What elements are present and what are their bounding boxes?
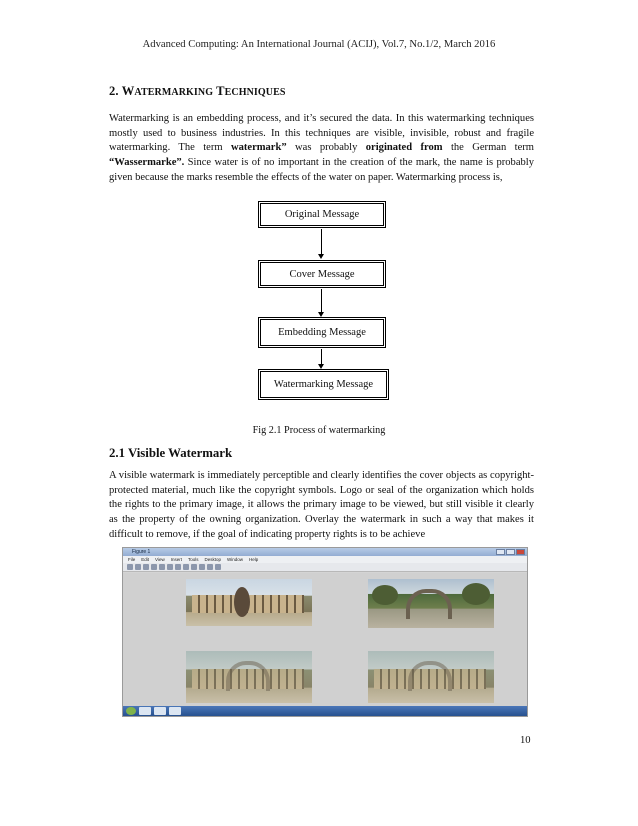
open-icon [135,564,141,570]
print-icon [151,564,157,570]
flow-arrow [321,229,322,255]
flow-step-cover-message: Cover Message [258,260,386,288]
matlab-figure-screenshot [122,547,528,717]
menu-file: File [128,557,136,562]
legend-icon [215,564,221,570]
subsection-heading: 2.1 Visible Watermark [109,446,233,460]
zoom-out-icon [175,564,181,570]
menu-bar [123,556,527,563]
window-controls [496,549,525,555]
menu-help: Help [249,557,259,562]
menu-edit: Edit [141,557,150,562]
watermarked-image [186,651,312,703]
close-icon [516,549,525,555]
save-icon [143,564,149,570]
figure-toolbar [123,563,527,572]
section-number: 2. [109,84,119,98]
window-title: Figure 1 [132,549,151,555]
flow-step-embedding-message: Embedding Message [258,317,386,348]
menu-insert: Insert [170,557,182,562]
flow-arrow [321,289,322,313]
colorbar-icon [207,564,213,570]
start-icon [126,707,136,715]
figure-canvas [123,573,527,708]
page-number: 10 [520,735,531,746]
flow-arrow [321,349,322,365]
running-head: Advanced Computing: An International Journal (ACIJ), Vol.7, No.1/2, March 2016 [142,39,496,50]
window-titlebar [123,548,527,556]
maximize-icon [506,549,515,555]
new-figure-icon [127,564,133,570]
rotate-icon [191,564,197,570]
menu-tools: Tools [187,557,199,562]
visible-watermark-paragraph: A visible watermark is immediately perceptible and clearly identifies the cover objects as copyright-protected material, much like the copyright symbols. Logo or seal of the organization which holds the rights to the primary image, it allows the primary image to be viewed, but still visible it clearly as the property of the owning organization. Overlay the watermark in such a way that makes it difficult to remove, if the goal of indicating property rights is to be achieve [109,470,534,540]
figure-caption: Fig 2.1 Process of watermarking [252,425,386,436]
data-cursor-icon [199,564,205,570]
menu-view: View [155,557,165,562]
watermarked-image-result [368,651,494,703]
zoom-in-icon [167,564,173,570]
original-image [186,579,312,626]
taskbar-app-icon [139,707,151,715]
menu-desktop: Desktop [204,557,222,562]
section-title: WATERMARKING TECHNIQUES [121,84,286,98]
menu-window: Window [227,557,244,562]
taskbar [123,706,527,716]
minimize-icon [496,549,505,555]
taskbar-app-icon [169,707,181,715]
section-heading [109,84,286,99]
taskbar-app-icon [154,707,166,715]
flow-step-watermarking-message: Watermarking Message [258,369,389,400]
flow-step-original-message: Original Message [258,201,386,228]
intro-paragraph: Watermarking is an embedding process, and it’s secured the data. In this watermarking techniques mostly used to business industries. In this techniques are visible, invisible, robust and fragile watermarking. The term watermark” was probably originated from the German term “Wassermarke”. Since water is of no important in the creation of the mark, the name is probably given because the marks resemble the effects of the water on paper. Watermarking process is, [109,113,534,183]
pan-icon [183,564,189,570]
pointer-icon [159,564,165,570]
watermark-image [368,579,494,628]
